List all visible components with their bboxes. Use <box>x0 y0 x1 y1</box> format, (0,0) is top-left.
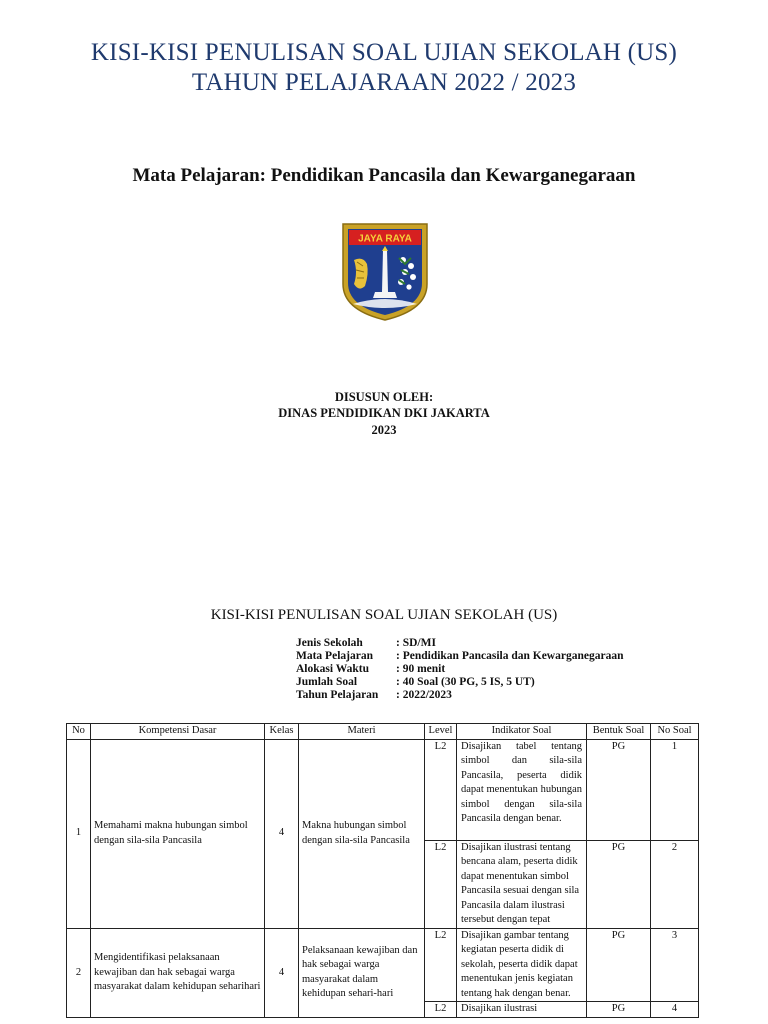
cell-level: L2 <box>425 928 457 1002</box>
cell-no-soal: 2 <box>651 840 699 928</box>
cell-no-soal: 3 <box>651 928 699 1002</box>
header-indikator-soal: Indikator Soal <box>457 724 587 740</box>
cell-materi: Makna hubungan simbol dengan sila-sila Pancasila <box>299 739 425 928</box>
meta-row: Tahun Pelajaran : 2022/2023 <box>296 689 452 701</box>
header-no-soal: No Soal <box>651 724 699 740</box>
cell-materi: Pelaksanaan kewajiban dan hak sebagai warga masyarakat dalam kehidupan sehari-hari <box>299 928 425 1018</box>
jaya-raya-emblem <box>339 220 431 322</box>
author-name: DINAS PENDIDIKAN DKI JAKARTA <box>278 406 490 420</box>
table-row <box>67 739 699 840</box>
cell-no-soal: 1 <box>651 739 699 840</box>
author-label: DISUSUN OLEH: <box>334 390 434 404</box>
document-title-line1: KISI-KISI PENULISAN SOAL UJIAN SEKOLAH (US) <box>90 39 678 66</box>
cell-no-soal: 4 <box>651 1002 699 1018</box>
cell-bentuk-soal: PG <box>587 1002 651 1018</box>
cell-kelas: 4 <box>265 739 299 928</box>
cell-no: 1 <box>67 739 91 928</box>
header-no: No <box>67 724 91 740</box>
header-bentuk-soal: Bentuk Soal <box>587 724 651 740</box>
cell-indikator: Disajikan gambar tentang kegiatan peserta didik di sekolah, peserta didik dapat menentukan jenis kegiatan tentang hak dengan benar. <box>457 928 587 1002</box>
header-level: Level <box>425 724 457 740</box>
emblem-banner-text: JAYA RAYA <box>358 233 412 245</box>
cell-kompetensi-dasar: Mengidentifikasi pelaksanaan kewajiban dan hak sebagai warga masyarakat dalam kehidupan seharihari <box>91 928 265 1018</box>
cell-bentuk-soal: PG <box>587 739 651 840</box>
cell-bentuk-soal: PG <box>587 928 651 1002</box>
cell-kelas: 4 <box>265 928 299 1018</box>
cell-no: 2 <box>67 928 91 1018</box>
author-year: 2023 <box>371 423 397 437</box>
kisi-kisi-table <box>66 723 699 1018</box>
cell-indikator: Disajikan ilustrasi tentang bencana alam, peserta didik dapat menentukan simbol Pancasila sesuai dengan sila Pancasila dalam ilustrasi tersebut dengan tepat <box>457 840 587 928</box>
cell-indikator: Disajikan tabel tentang simbol dan sila-sila Pancasila, peserta didik dapat menentukan hubungan simbol dengan sila-sila Pancasila dengan benar. <box>457 739 587 840</box>
cell-level: L2 <box>425 1002 457 1018</box>
cell-indikator: Disajikan ilustrasi <box>457 1002 587 1018</box>
header-materi: Materi <box>299 724 425 740</box>
cell-kompetensi-dasar: Memahami makna hubungan simbol dengan sila-sila Pancasila <box>91 739 265 928</box>
header-kelas: Kelas <box>265 724 299 740</box>
meta-row: Mata Pelajaran : Pendidikan Pancasila dan Kewarganegaraan <box>296 650 624 662</box>
table-row <box>67 928 699 1002</box>
cell-level: L2 <box>425 739 457 840</box>
document-title-line2: TAHUN PELAJARAAN 2022 / 2023 <box>191 69 577 96</box>
header-kompetensi-dasar: Kompetensi Dasar <box>91 724 265 740</box>
meta-row: Alokasi Waktu : 90 menit <box>296 663 446 675</box>
meta-row: Jumlah Soal : 40 Soal (30 PG, 5 IS, 5 UT) <box>296 676 535 688</box>
table-header-row <box>67 724 699 740</box>
cell-level: L2 <box>425 840 457 928</box>
cell-bentuk-soal: PG <box>587 840 651 928</box>
subject-heading: Mata Pelajaran: Pendidikan Pancasila dan Kewarganegaraan <box>132 165 636 186</box>
meta-row: Jenis Sekolah : SD/MI <box>296 637 436 649</box>
section-title: KISI-KISI PENULISAN SOAL UJIAN SEKOLAH (US) <box>210 607 558 623</box>
